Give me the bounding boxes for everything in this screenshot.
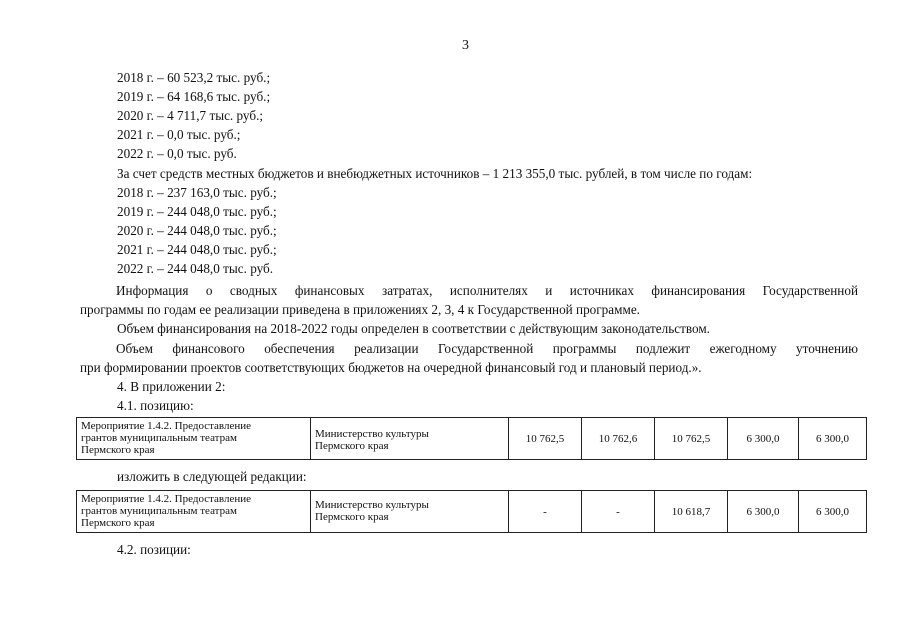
value-cell-3: 10 762,5 — [655, 418, 728, 460]
value-cell-4: 6 300,0 — [728, 418, 799, 460]
paragraph-annual-adjustment-line1: Объем финансового обеспечения реализации Государственной программы подлежит ежегодному уточнению — [116, 341, 858, 356]
value-cell-5: 6 300,0 — [799, 418, 867, 460]
year-line-2022: 2022 г. – 0,0 тыс. руб. — [117, 146, 237, 161]
executor-text: Министерство культуры — [315, 428, 429, 440]
local-budgets-intro: За счет средств местных бюджетов и внебюджетных источников – 1 213 355,0 тыс. рублей, в том числе по годам: — [117, 166, 753, 181]
value-cell-1: - — [509, 491, 582, 533]
executor-text: Министерство культуры — [315, 499, 429, 511]
item-4-2: 4.2. позиции: — [117, 542, 191, 557]
section-4-heading: 4. В приложении 2: — [117, 379, 226, 394]
activity-text: Мероприятие 1.4.2. Предоставление — [81, 420, 252, 432]
activity-cell — [77, 491, 311, 533]
local-year-line-2021: 2021 г. – 244 048,0 тыс. руб.; — [117, 242, 277, 257]
value-cell-4: 6 300,0 — [728, 491, 799, 533]
restate-instruction: изложить в следующей редакции: — [117, 469, 307, 484]
activity-text: грантов муниципальным театрам — [81, 505, 237, 517]
paragraph-financing-info-line1: Информация о сводных финансовых затратах, исполнителях и источниках финансирования Государственной — [116, 283, 858, 298]
local-year-line-2020: 2020 г. – 244 048,0 тыс. руб.; — [117, 223, 277, 238]
value-cell-2: - — [582, 491, 655, 533]
activity-cell — [77, 418, 311, 460]
table-row — [77, 491, 867, 533]
executor-cell — [311, 491, 509, 533]
value-cell-2: 10 762,6 — [582, 418, 655, 460]
activity-text: Пермского края — [81, 517, 155, 529]
year-line-2019: 2019 г. – 64 168,6 тыс. руб.; — [117, 89, 271, 104]
paragraph-financing-volume: Объем финансирования на 2018-2022 годы определен в соответствии с действующим законодательством. — [117, 321, 710, 336]
year-line-2021: 2021 г. – 0,0 тыс. руб.; — [117, 127, 241, 142]
year-line-2018: 2018 г. – 60 523,2 тыс. руб.; — [117, 70, 271, 85]
activity-text: Мероприятие 1.4.2. Предоставление — [81, 493, 252, 505]
paragraph-annual-adjustment-line2: при формировании проектов соответствующих бюджетов на очередной финансовый год и плановый период.». — [80, 360, 702, 375]
item-4-1: 4.1. позицию: — [117, 398, 194, 413]
year-line-2020: 2020 г. – 4 711,7 тыс. руб.; — [117, 108, 264, 123]
executor-text: Пермского края — [315, 511, 389, 523]
value-cell-1: 10 762,5 — [509, 418, 582, 460]
table-new-position — [76, 490, 867, 533]
paragraph-financing-info-line2: программы по годам ее реализации приведена в приложениях 2, 3, 4 к Государственной программе. — [80, 302, 640, 317]
executor-cell — [311, 418, 509, 460]
paragraph-annual-adjustment — [80, 339, 858, 377]
local-year-line-2018: 2018 г. – 237 163,0 тыс. руб.; — [117, 185, 277, 200]
table-old-position — [76, 417, 867, 460]
executor-text: Пермского края — [315, 440, 389, 452]
paragraph-financing-info — [80, 281, 858, 319]
local-year-line-2019: 2019 г. – 244 048,0 тыс. руб.; — [117, 204, 277, 219]
value-cell-5: 6 300,0 — [799, 491, 867, 533]
page-number: 3 — [462, 38, 469, 53]
value-cell-3: 10 618,7 — [655, 491, 728, 533]
local-year-line-2022: 2022 г. – 244 048,0 тыс. руб. — [117, 261, 274, 276]
activity-text: Пермского края — [81, 444, 155, 456]
table-row — [77, 418, 867, 460]
activity-text: грантов муниципальным театрам — [81, 432, 237, 444]
